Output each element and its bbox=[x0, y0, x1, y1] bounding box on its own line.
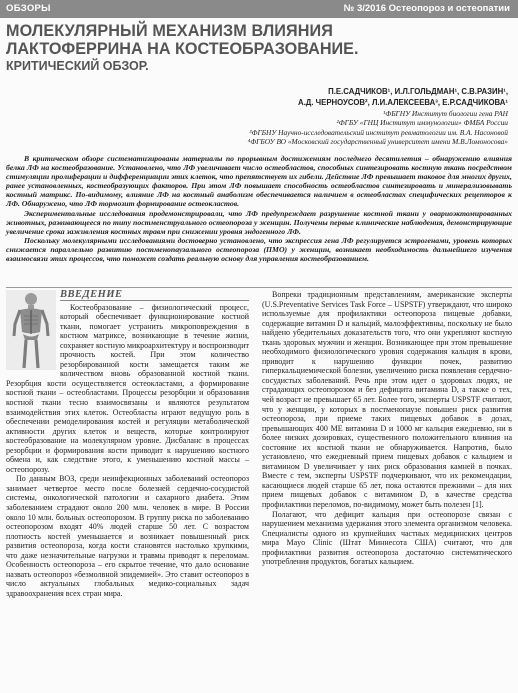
running-header bbox=[0, 0, 518, 18]
author-list bbox=[298, 87, 508, 108]
abstract-paragraph: Экспериментальные исследования продемонстрировали, что ЛФ предупреждает разрушение костной ткани у овариоэктомированных животных, развивающееся по типу постменструального остеопороза у женщин. Получены первые клинические наблюдения, демонстрирующие увеличение срока заживления костных травм при снижении уровня эндогенного ЛФ. bbox=[6, 208, 512, 236]
body-column-left bbox=[6, 290, 249, 690]
title-line-2: ЛАКТОФЕРРИНА НА КОСТЕОБРАЗОВАНИЕ. bbox=[6, 40, 359, 58]
affiliation-line: ⁴ФГБОУ ВО «Московский государственный университет имени М.В.Ломоносова» bbox=[247, 136, 508, 146]
article-title bbox=[6, 22, 512, 74]
title-line-1: МОЛЕКУЛЯРНЫЙ МЕХАНИЗМ ВЛИЯНИЯ bbox=[6, 22, 334, 40]
section-divider bbox=[6, 287, 512, 288]
body-paragraph: Костеобразование – физиологический процесс, который обеспечивает функционирование костной ткани, помогает устранить микроповреждения в костном матриксе, возникающие в течение жизни, сохраняет костную микроархитектуру и воспроизводит прочность костей. При этом количество резорбированной кости замещается таким же количеством вновь образованной костной ткани. Резорбция кости осуществляется остеокластами, а формирование костной ткани – остеобластами. Процессы резорбции и образования костной ткани тесно взаимосвязаны и являются результатом взаимодействия этих клеток. Остеобласты играют ведущую роль в обеспечении ремоделирования костей и регуляции метаболической активности других клеток и веществ, которые контролируют костеобразование на молекулярном уровне. Дисбаланс в процессах резорбции и формирования кости приводит к нарушению костного обмена и, как следствие этого, к уменьшению костной массы – остеопорозу. bbox=[6, 302, 249, 474]
affiliation-line: ³ФГБНУ Научно-исследовательский институт ревматологии им. В.А. Насоновой bbox=[249, 127, 508, 137]
intro-heading: ВВЕДЕНИЕ bbox=[60, 290, 123, 300]
skeleton-figure-icon bbox=[6, 290, 56, 370]
body-paragraph: По данным ВОЗ, среди неинфекционных заболеваний остеопороз занимает четвертое место после болезней сердечно-сосудистой системы, онкологической патологии и сахарного диабета. Этим заболеванием страдают около 200 млн. человек в мире. В России около 10 млн. больных остеопорозом. В группу риска по заболеванию остеопорозом входят 40% людей старше 50 лет. С возрастом плотность костей уменьшается и возникает повышенный риск развития остеопороза, когда кости становятся настолько хрупкими, что даже незначительные нагрузки и травмы приводят к переломам. Особенность остеопороза – его скрытое течение, что дало основание назвать остеопороз «безмолвной эпидемией». Это ставит остеопороз в число актуальных глобальных медико-социальных задач здравоохранения всех стран мира. bbox=[6, 474, 249, 598]
affiliation-line: ²ФГБУ «ГНЦ Институт иммунологии» ФМБА России bbox=[336, 118, 508, 128]
abstract bbox=[6, 154, 512, 263]
abstract-paragraph: Поскольку молекулярными исследованиями достоверно установлено, что экспрессия гена ЛФ регулируется эстрогенами, уровень которых снижается параллельно развитию постменопаузального остеопороза (ПМО) у женщин, возникает необходимость дальнейшего изучения взаимосвязи этих процессов, что поможет создать реальную основу для управления костеобразованием. bbox=[6, 235, 512, 264]
section-label: ОБЗОРЫ bbox=[6, 3, 51, 14]
body-column-right bbox=[262, 290, 512, 690]
abstract-paragraph: В критическом обзоре систематизированы материалы по прорывным достижениям последнего десятилетия – обнаружению влияния белка ЛФ на костеобразование. Установлено, что ЛФ увеличивает число остеобластов, способных синтезировать костную ткань посредством стимуляции пролиферации и дифференциации этих клеток, что препятствует их гибели. Действие ЛФ превышает таковое для многих других, ранее установленных, костеобразующих факторов. При этом ЛФ повышает способность остеобластов синтезировать и минерализовывать костный матрикс. По-видимому, влияние ЛФ на костный анаболизм обеспечивается наличием в остеобластах специфических рецепторов к ЛФ. Обнаружено, что ЛФ тормозит формирование остеокластов. bbox=[6, 154, 512, 209]
affiliation-list bbox=[248, 109, 508, 146]
author-line: А.Д. ЧЕРНОУСОВ², Л.И.АЛЕКСЕЕВА³, Е.Р.САДЧИКОВА¹ bbox=[297, 97, 508, 107]
author-line: П.Е.САДЧИКОВ¹, И.Л.ГОЛЬДМАН¹, С.В.РАЗИН¹, bbox=[328, 87, 508, 96]
issue-label: № 3/2016 Остеопороз и остеопатии bbox=[343, 3, 510, 14]
affiliation-line: ¹ФБГНУ Институт биологии гена РАН bbox=[383, 109, 508, 118]
body-paragraph: Полагают, что дефицит кальция при остеопорозе связан с нарушением механизма удержания этого элемента организмом человека. Специалисты одного из крупнейших частных медицинских центров мира Mayo Clinic (Штат Миннесота США) считают, что для профилактики развития остеопороза достаточно систематического употребления продуктов, богатых кальцием. bbox=[262, 509, 512, 567]
body-paragraph: Вопреки традиционным представлениям, американские эксперты (U.S.Preventative Services Task Force – USPSTF) утверждают, что широко используемые для профилактики остеопороза пищевые добавки, содержащие витамин D и кальций, малоэффективны, поскольку не было найдено убедительных доказательств того, что они укрепляют костную ткань здоровых мужчин и женщин. Возникающее при этом превышение необходимого физиологического уровня содержания кальция в крови, приводит к нарушению функции почек, развитию гиперкальциемической болезни, увеличению риска появления сердечно-сосудистых заболеваний. Речь при этом идет о здоровых людях, не страдающих остеопорозом и без дефицита витамина D, а также о тех, чей возраст не превышает 65 лет. Более того, эксперты USPSTF считают, что у женщин, у которых в постменопаузе повышен риск развития остеопороза, при приеме таких пищевых добавок в дозах, превышающих 400 МЕ витамина D и 1000 мг кальция ежедневно, ни в более низких дозировках, существенного положительного влияния на состояние их костной ткани не обнаруживается. Напротив, было установлено, что ежедневный прием пищевых добавок с кальцием и витамином D увеличивает у них риск образования камней в почках. Вместе с тем, эксперты USPSTF подчеркивают, что их рекомендации, касающиеся людей старше 65 лет, пока остаются прежними – для них прием пищевых добавок с витамином D, в качестве средства профилактики переломов, по-видимому, может быть полезен [1]. bbox=[262, 290, 512, 510]
title-line-3: КРИТИЧЕСКИЙ ОБЗОР. bbox=[6, 59, 149, 73]
